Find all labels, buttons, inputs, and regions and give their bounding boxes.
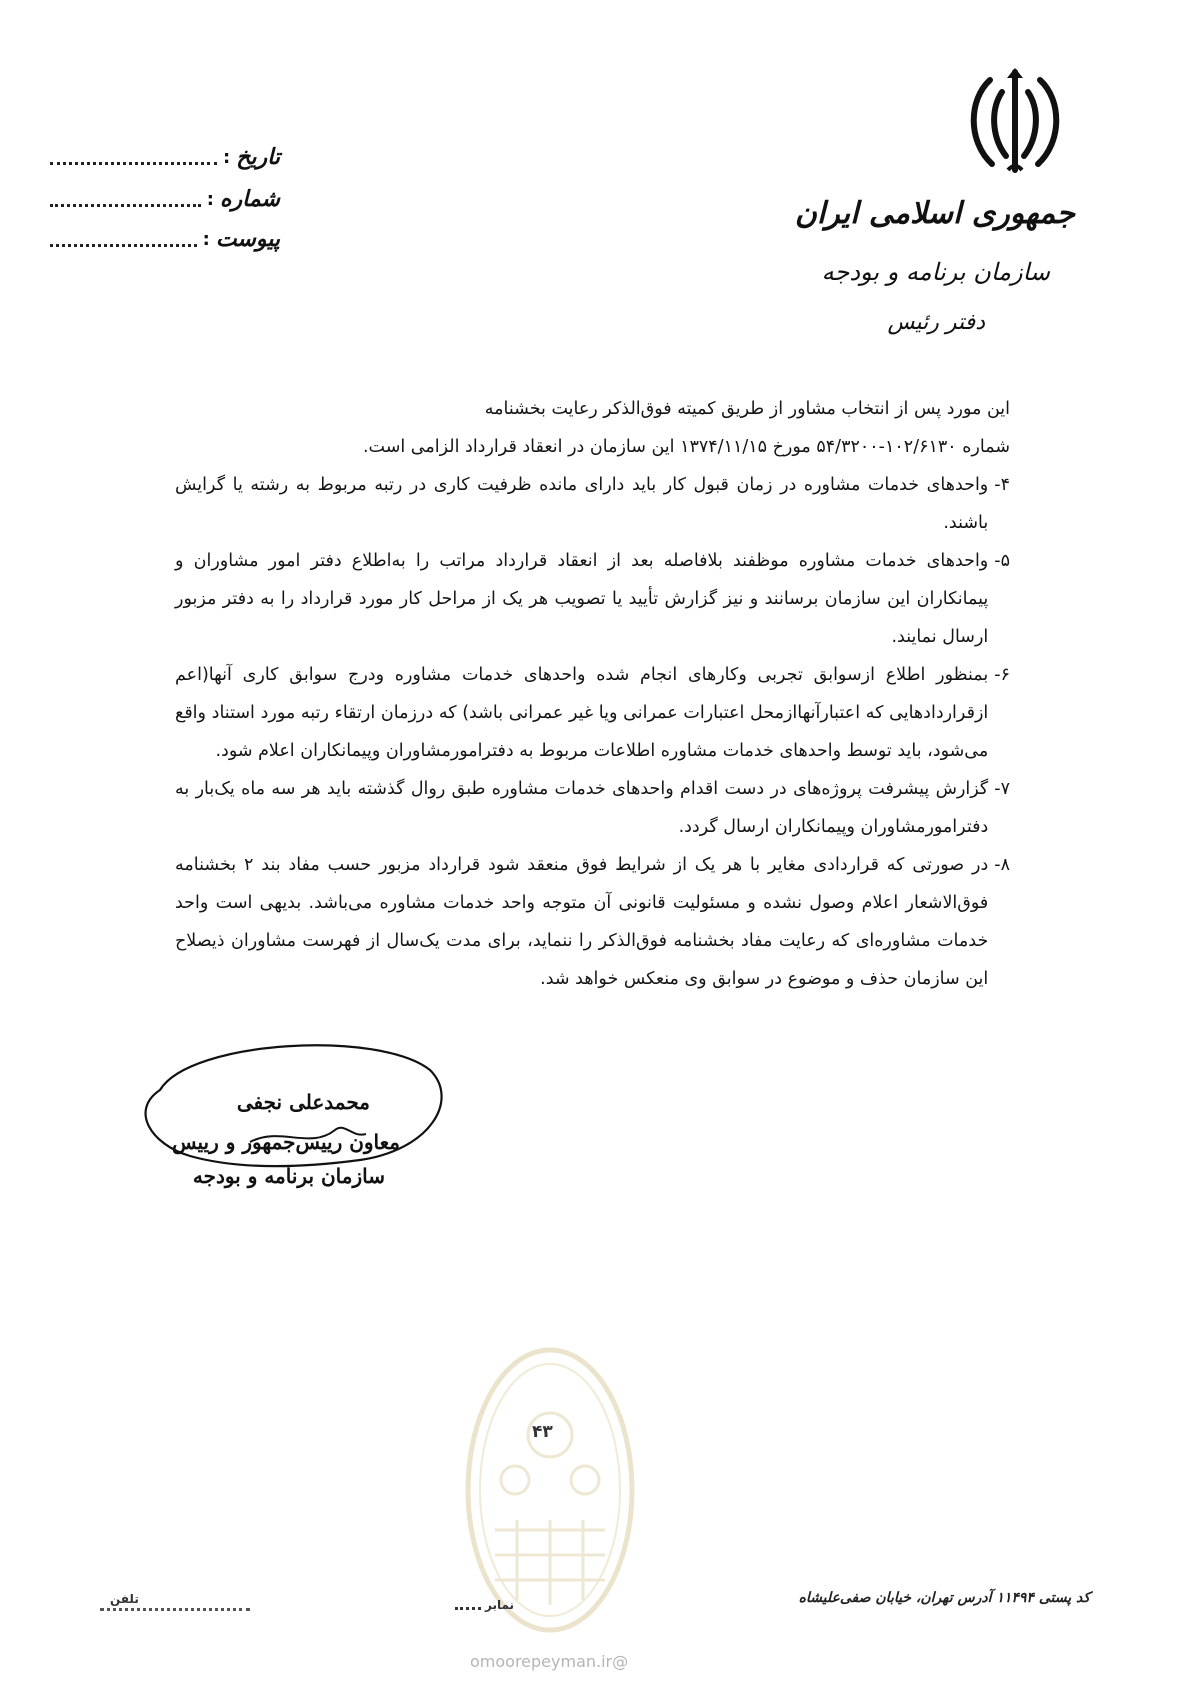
footer-phone-label: تلفن xyxy=(110,1592,139,1606)
header-organization: سازمان برنامه و بودجه xyxy=(821,258,1050,286)
watermark-url: @omoorepeyman.ir xyxy=(470,1652,629,1671)
attachment-label: پیوست xyxy=(215,226,280,252)
item-number: ۵- xyxy=(994,551,1010,571)
date-blank xyxy=(50,162,217,165)
signatory-title-line-1: معاون رییس‌جمهور و رییس xyxy=(172,1130,400,1154)
list-item xyxy=(175,542,1010,656)
meta-date-field xyxy=(50,142,280,172)
footer-fax-blank xyxy=(455,1607,481,1610)
signature-block xyxy=(130,1030,450,1205)
signatory-title-line-2: سازمان برنامه و بودجه xyxy=(192,1164,385,1188)
letter-body xyxy=(175,390,1010,998)
number-colon: : xyxy=(206,188,214,210)
date-colon: : xyxy=(223,146,231,168)
list-item xyxy=(175,466,1010,542)
footer-address: کد پستی ۱۱۴۹۴ آدرس تهران، خیابان صفی‌علیشاه xyxy=(798,1590,1090,1606)
number-label: شماره xyxy=(219,186,280,212)
footer-fax-label: نمابر xyxy=(485,1598,515,1612)
list-item xyxy=(175,846,1010,998)
meta-attachment-field xyxy=(50,224,280,254)
item-number: ۴- xyxy=(994,475,1010,495)
list-item xyxy=(175,770,1010,846)
number-blank xyxy=(50,204,201,207)
emblem-logo xyxy=(960,62,1070,182)
meta-number-field xyxy=(50,184,280,214)
intro-line-1: این مورد پس از انتخاب مشاور از طریق کمیته فوق‌الذکر رعایت بخشنامه xyxy=(484,399,1010,419)
item-text: گزارش پیشرفت پروژه‌های در دست اقدام واحدهای خدمات مشاوره طبق روال گذشته باید هر سه ماه یک‌بار به دفترامورمشاوران وپیمانکاران ارسال گردد. xyxy=(175,779,989,837)
item-text: واحدهای خدمات مشاوره در زمان قبول کار باید دارای مانده ظرفیت کاری در رتبه مربوط به رشته یا گرایش باشند. xyxy=(175,475,989,533)
header-office: دفتر رئیس xyxy=(887,310,985,335)
item-number: ۶- xyxy=(994,665,1010,685)
footer-phone-blank xyxy=(100,1608,250,1611)
item-number: ۸- xyxy=(994,855,1010,875)
watermark-logo xyxy=(455,1340,645,1640)
item-text: بمنظور اطلاع ازسوابق تجربی وکارهای انجام شده واحدهای خدمات مشاوره ودرج سوابق کاری آنها(اعم ازقراردادهایی که اعتبارآنهاازمحل اعتبارات عمرانی ویا غیر عمرانی باشد) که درزمان ارتقاء رتبه مورد استناد واقع می‌شود، باید توسط واحدهای خدمات مشاوره اطلاعات مربوط به دفترامورمشاوران وپیمانکاران اعلام شود. xyxy=(175,665,989,761)
date-label: تاریخ xyxy=(236,144,280,170)
signatory-name: محمدعلی نجفی xyxy=(236,1090,370,1114)
attachment-colon: : xyxy=(202,228,210,250)
item-text: در صورتی که قراردادی مغایر با هر یک از شرایط فوق منعقد شود قرارداد مزبور حسب مفاد بند ۲ بخشنامه فوق‌الاشعار اعلام وصول نشده و مسئولیت قانونی آن متوجه واحد خدمات مشاوره می‌باشد. بدیهی است واحد خدمات مشاوره‌ای که رعایت مفاد بخشنامه فوق‌الذکر را ننماید، برای مدت یک‌سال از فهرست مشاوران ذیصلاح این سازمان حذف و موضوع در سوابق وی منعکس خواهد شد. xyxy=(175,855,989,989)
list-item xyxy=(175,656,1010,770)
item-number: ۷- xyxy=(994,779,1010,799)
item-text: واحدهای خدمات مشاوره موظفند بلافاصله بعد از انعقاد قرارداد مراتب را به‌اطلاع دفتر امور مشاوران و پیمانکاران این سازمان برسانند و نیز گزارش تأیید یا تصویب هر یک از مراحل کار مورد قرارداد را به دفتر مزبور ارسال نمایند. xyxy=(175,551,989,647)
intro-line-2: شماره ۱۰۲/۶۱۳۰-۵۴/۳۲۰۰ مورخ ۱۳۷۴/۱۱/۱۵ این سازمان در انعقاد قرارداد الزامی است. xyxy=(362,437,1010,457)
header-republic: جمهوری اسلامی ایران xyxy=(794,196,1075,231)
page-number: ۴۳ xyxy=(532,1422,553,1442)
attachment-blank xyxy=(50,244,197,247)
